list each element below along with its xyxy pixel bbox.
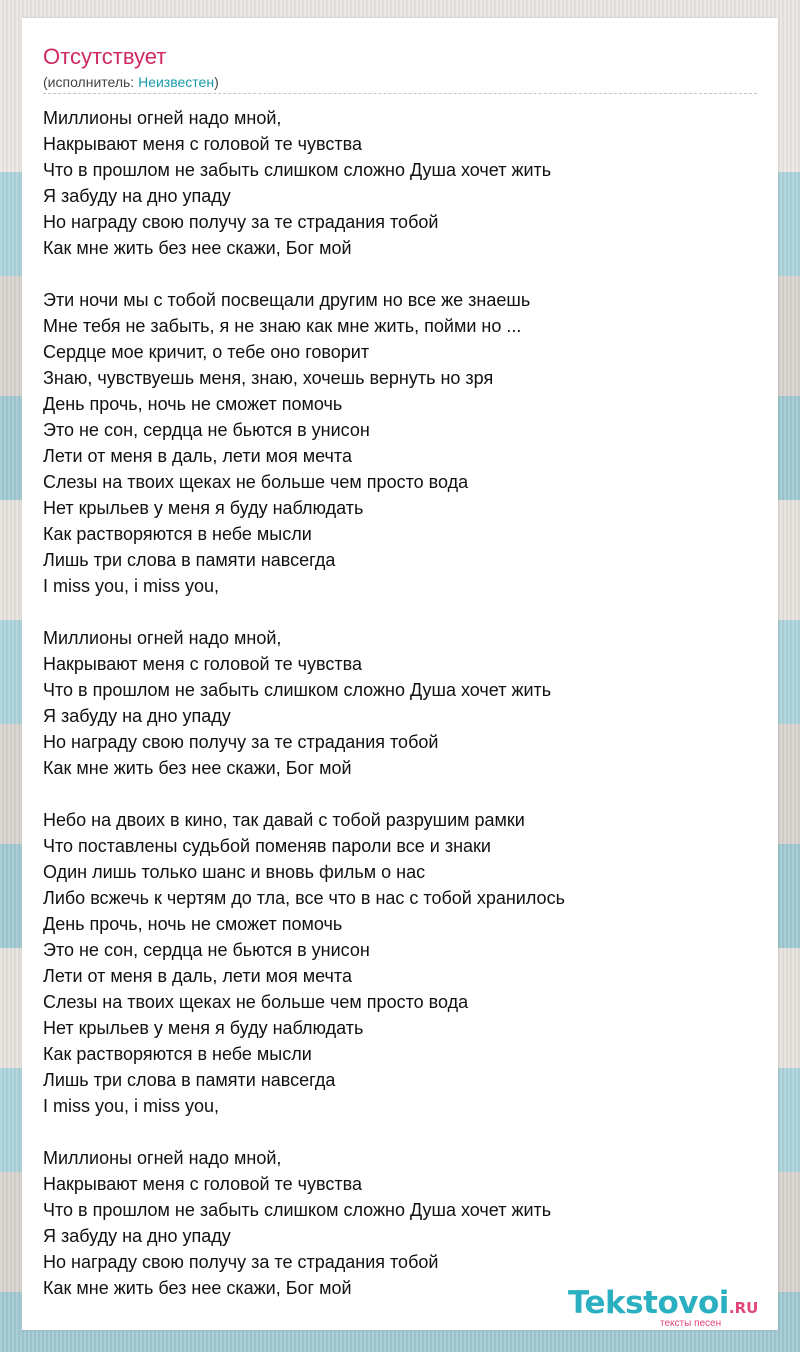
lyrics-line: Знаю, чувствуешь меня, знаю, хочешь вернуть но зря	[43, 368, 494, 388]
lyrics-line: Это не сон, сердца не бьются в унисон	[43, 420, 370, 440]
lyrics-line: Миллионы огней надо мной,	[43, 1148, 282, 1168]
lyrics-stanza	[43, 105, 565, 261]
lyrics-line: Лети от меня в даль, лети моя мечта	[43, 966, 352, 986]
lyrics-line: Как мне жить без нее скажи, Бог мой	[43, 758, 352, 778]
lyrics-line: Что в прошлом не забыть слишком сложно Душа хочет жить	[43, 680, 552, 700]
lyrics-line: Накрывают меня с головой те чувства	[43, 1174, 362, 1194]
lyrics-line: Лишь три слова в памяти навсегда	[43, 550, 336, 570]
lyrics-stanza	[43, 625, 565, 781]
lyrics-body	[43, 105, 565, 1301]
song-title: Отсутствует	[43, 44, 167, 69]
lyrics-line: День прочь, ночь не сможет помочь	[43, 394, 343, 414]
artist-suffix: )	[214, 74, 219, 90]
lyrics-line: Как мне жить без нее скажи, Бог мой	[43, 1278, 352, 1298]
lyrics-line: Нет крыльев у меня я буду наблюдать	[43, 1018, 364, 1038]
lyrics-line: Эти ночи мы с тобой посвещали другим но все же знаешь	[43, 290, 531, 310]
lyrics-line: Лети от меня в даль, лети моя мечта	[43, 446, 352, 466]
lyrics-stanza	[43, 287, 565, 599]
artist-link[interactable]: Неизвестен	[138, 74, 215, 90]
header-divider	[43, 93, 757, 94]
lyrics-line: I miss you, i miss you,	[43, 1096, 220, 1116]
lyrics-line: Накрывают меня с головой те чувства	[43, 654, 362, 674]
lyrics-line: Нет крыльев у меня я буду наблюдать	[43, 498, 364, 518]
lyrics-line: Миллионы огней надо мной,	[43, 628, 282, 648]
lyrics-line: Слезы на твоих щеках не больше чем просто вода	[43, 992, 469, 1012]
artist-line	[43, 73, 219, 91]
lyrics-line: Я забуду на дно упаду	[43, 706, 231, 726]
lyrics-line: Либо всжечь к чертям до тла, все что в нас с тобой хранилось	[43, 888, 565, 908]
lyrics-line: Мне тебя не забыть, я не знаю как мне жить, пойми но ...	[43, 316, 522, 336]
lyrics-card	[22, 18, 778, 1330]
lyrics-line: Но награду свою получу за те страдания тобой	[43, 1252, 439, 1272]
lyrics-line: Как растворяются в небе мысли	[43, 1044, 312, 1064]
lyrics-line: Миллионы огней надо мной,	[43, 108, 282, 128]
lyrics-line: Я забуду на дно упаду	[43, 1226, 231, 1246]
lyrics-line: Это не сон, сердца не бьются в унисон	[43, 940, 370, 960]
lyrics-line: Что поставлены судьбой поменяв пароли все и знаки	[43, 836, 491, 856]
logo-tld: .RU	[728, 1299, 759, 1317]
lyrics-stanza	[43, 1145, 565, 1301]
logo-subtitle: тексты песен	[660, 1318, 722, 1329]
lyrics-line: Небо на двоих в кино, так давай с тобой разрушим рамки	[43, 810, 525, 830]
lyrics-line: Как растворяются в небе мысли	[43, 524, 312, 544]
lyrics-line: Но награду свою получу за те страдания тобой	[43, 732, 439, 752]
site-logo[interactable]	[568, 1286, 778, 1330]
lyrics-line: Накрывают меня с головой те чувства	[43, 134, 362, 154]
lyrics-line: Я забуду на дно упаду	[43, 186, 231, 206]
lyrics-line: Но награду свою получу за те страдания тобой	[43, 212, 439, 232]
lyrics-line: Что в прошлом не забыть слишком сложно Душа хочет жить	[43, 1200, 552, 1220]
lyrics-line: Один лишь только шанс и вновь фильм о нас	[43, 862, 426, 882]
lyrics-line: Что в прошлом не забыть слишком сложно Душа хочет жить	[43, 160, 552, 180]
lyrics-line: I miss you, i miss you,	[43, 576, 220, 596]
lyrics-line: Слезы на твоих щеках не больше чем просто вода	[43, 472, 469, 492]
lyrics-line: День прочь, ночь не сможет помочь	[43, 914, 343, 934]
lyrics-line: Как мне жить без нее скажи, Бог мой	[43, 238, 352, 258]
lyrics-stanza	[43, 807, 565, 1119]
lyrics-line: Сердце мое кричит, о тебе оно говорит	[43, 342, 370, 362]
lyrics-line: Лишь три слова в памяти навсегда	[43, 1070, 336, 1090]
artist-prefix: (исполнитель:	[43, 74, 139, 90]
logo-main-text: Tekstovoi	[568, 1285, 729, 1321]
